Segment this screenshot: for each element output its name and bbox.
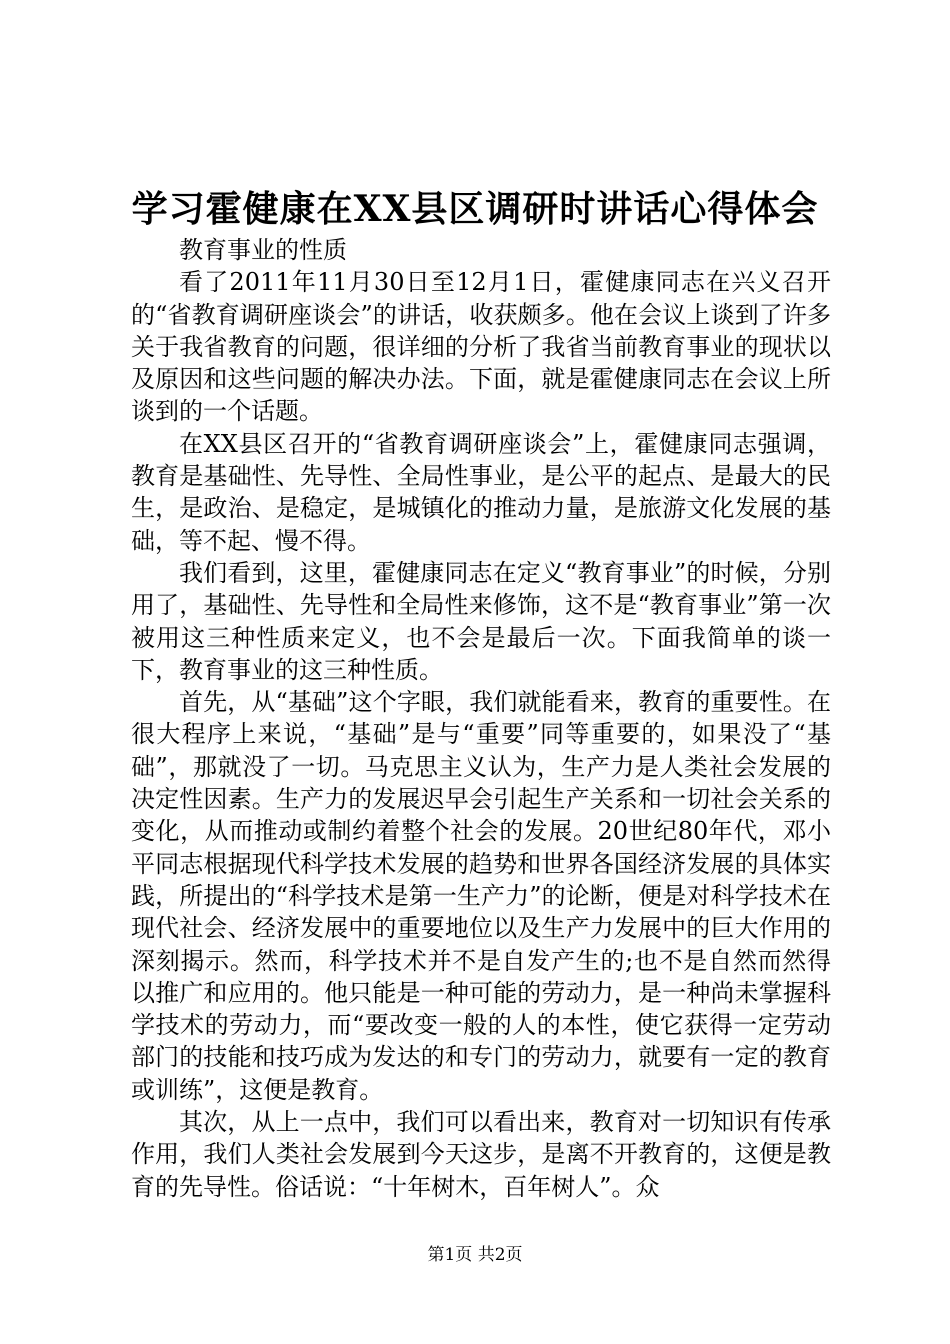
paragraph: 在XX县区召开的“省教育调研座谈会”上，霍健康同志强调，教育是基础性、先导性、全局性事业，是公平的起点、是最大的民生，是政治、是稳定，是城镇化的推动力量，是旅游文化发展的基础，等不起、慢不得。 [131,429,831,555]
document-title: 学习霍健康在XX县区调研时讲话心得体会 [131,188,819,230]
document-body [131,234,831,1203]
page-footer: 第1页 共2页 [427,1245,523,1265]
paragraph: 首先，从“基础”这个字眼，我们就能看来，教育的重要性。在很大程序上来说，“基础”是与“重要”同等重要的，如果没了“基础”，那就没了一切。马克思主义认为，生产力是人类社会发展的决定性因素。生产力的发展迟早会引起生产关系和一切社会关系的变化，从而推动或制约着整个社会的发展。20世纪80年代，邓小平同志根据现代科学技术发展的趋势和世界各国经济发展的具体实践，所提出的“科学技术是第一生产力”的论断，便是对科学技术在现代社会、经济发展中的重要地位以及生产力发展中的巨大作用的深刻揭示。然而，科学技术并不是自发产生的;也不是自然而然得以推广和应用的。他只能是一种可能的劳动力，是一种尚未掌握科学技术的劳动力，而“要改变一般的人的本性，使它获得一定劳动部门的技能和技巧成为发达的和专门的劳动力，就要有一定的教育或训练”，这便是教育。 [131,688,831,1104]
paragraph: 我们看到，这里，霍健康同志在定义“教育事业”的时候，分别用了，基础性、先导性和全局性来修饰，这不是“教育事业”第一次被用这三种性质来定义，也不会是最后一次。下面我简单的谈一下，教育事业的这三种性质。 [131,558,831,684]
section-heading: 教育事业的性质 [179,236,347,264]
paragraph: 其次，从上一点中，我们可以看出来，教育对一切知识有传承作用，我们人类社会发展到今天这步，是离不开教育的，这便是教育的先导性。俗话说：“十年树木，百年树人”。众 [131,1108,831,1201]
paragraph: 看了2011年11月30日至12月1日，霍健康同志在兴义召开的“省教育调研座谈会”的讲话，收获颇多。他在会议上谈到了许多关于我省教育的问题，很详细的分析了我省当前教育事业的现状以及原因和这些问题的解决办法。下面，就是霍健康同志在会议上所谈到的一个话题。 [131,268,831,426]
